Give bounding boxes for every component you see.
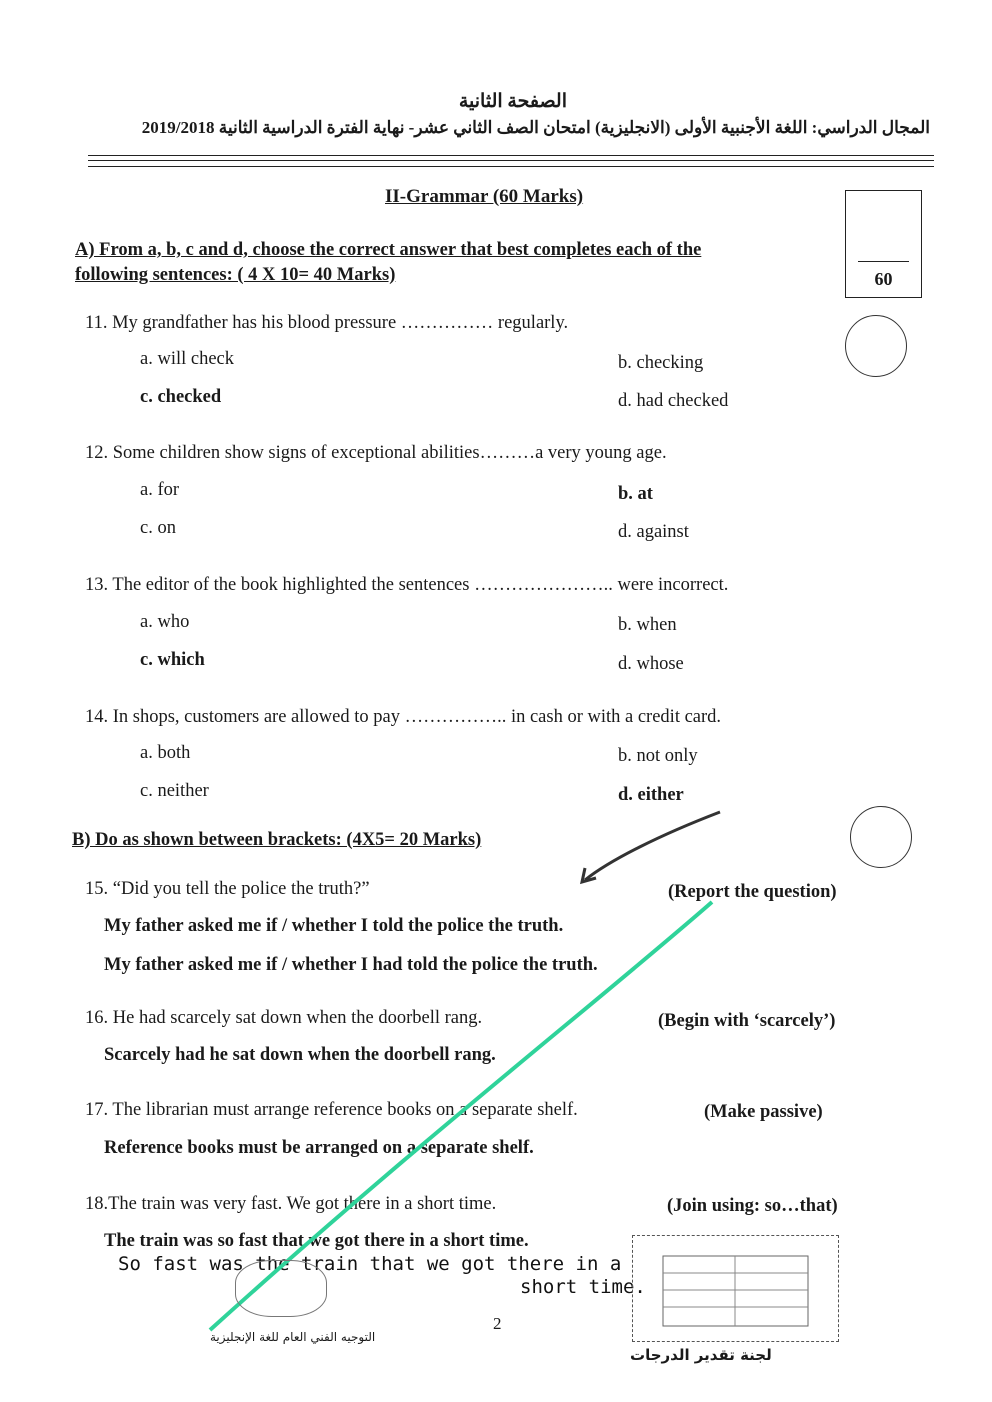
- grading-committee-stamp: [632, 1235, 839, 1342]
- ministry-logo: [235, 1260, 327, 1317]
- question-17: 17. The librarian must arrange reference books on a separate shelf.: [85, 1100, 578, 1120]
- question-15: 15. “Did you tell the police the truth?”: [85, 879, 370, 899]
- question-16-instruction: (Begin with ‘scarcely’): [658, 1011, 836, 1031]
- question-18: 18.The train was very fast. We got there in a short time.: [85, 1194, 497, 1214]
- question-14: 14. In shops, customers are allowed to pay …………….. in cash or with a credit card.: [85, 707, 722, 727]
- part-a-instruction-line2: following sentences: ( 4 X 10= 40 Marks): [75, 265, 396, 285]
- answer-17: Reference books must be arranged on a separate shelf.: [104, 1138, 534, 1158]
- question-16: 16. He had scarcely sat down when the doorbell rang.: [85, 1008, 483, 1028]
- mark-box-total: 60: [874, 269, 893, 289]
- option-11-d: d. had checked: [618, 391, 729, 411]
- option-12-a: a. for: [140, 480, 180, 500]
- option-12-d: d. against: [618, 522, 689, 542]
- option-14-a: a. both: [140, 743, 191, 763]
- answer-18: The train was so fast that we got there in a short time.: [104, 1231, 529, 1251]
- question-13: 13. The editor of the book highlighted the sentences ………………….. were incorrect.: [85, 575, 729, 595]
- stamp-caption: لجنة تقدير الدرجات: [630, 1346, 772, 1364]
- option-13-a: a. who: [140, 612, 190, 632]
- option-13-b: b. when: [618, 615, 677, 635]
- question-17-instruction: (Make passive): [704, 1102, 823, 1122]
- section-title: II-Grammar (60 Marks): [385, 186, 584, 207]
- option-11-b: b. checking: [618, 353, 704, 373]
- question-12: 12. Some children show signs of exceptional abilities………a very young age.: [85, 443, 667, 463]
- option-11-c: c. checked: [140, 387, 222, 407]
- part-b-instruction: B) Do as shown between brackets: (4X5= 20 Marks): [72, 830, 482, 850]
- question-11: 11. My grandfather has his blood pressure …………… regularly.: [85, 313, 569, 333]
- answer-16: Scarcely had he sat down when the doorbell rang.: [104, 1045, 496, 1065]
- option-12-c: c. on: [140, 518, 176, 538]
- pen-check-stroke: [585, 812, 720, 880]
- question-18-instruction: (Join using: so…that): [667, 1196, 838, 1216]
- answer-15-option2: My father asked me if / whether I had told the police the truth.: [104, 955, 598, 975]
- logo-caption: التوجيه الفني العام للغة الإنجليزية: [210, 1330, 376, 1344]
- option-11-a: a. will check: [140, 349, 234, 369]
- page-label: الصفحة الثانية: [458, 91, 567, 112]
- question-15-instruction: (Report the question): [668, 882, 837, 902]
- option-13-c: c. which: [140, 650, 205, 670]
- option-14-b: b. not only: [618, 746, 698, 766]
- stamp-grid-icon: [633, 1236, 838, 1341]
- handwritten-answer-line1: So fast was the train that we got there in a: [118, 1253, 622, 1275]
- option-14-c: c. neither: [140, 781, 209, 801]
- option-12-b: b. at: [618, 484, 653, 504]
- exam-subtitle: المجال الدراسي: اللغة الأجنبية الأولى (الانجليزية) امتحان الصف الثاني عشر- نهاية الفترة الدراسية الثانية 2019/2018: [141, 118, 930, 137]
- page-number: 2: [493, 1314, 502, 1333]
- answer-15-option1: My father asked me if / whether I told the police the truth.: [104, 916, 564, 936]
- handwritten-answer-line2: short time.: [520, 1276, 646, 1298]
- part-a-instruction-line1: A) From a, b, c and d, choose the correct answer that best completes each of the: [75, 240, 702, 260]
- option-14-d: d. either: [618, 785, 684, 805]
- option-13-d: d. whose: [618, 654, 684, 674]
